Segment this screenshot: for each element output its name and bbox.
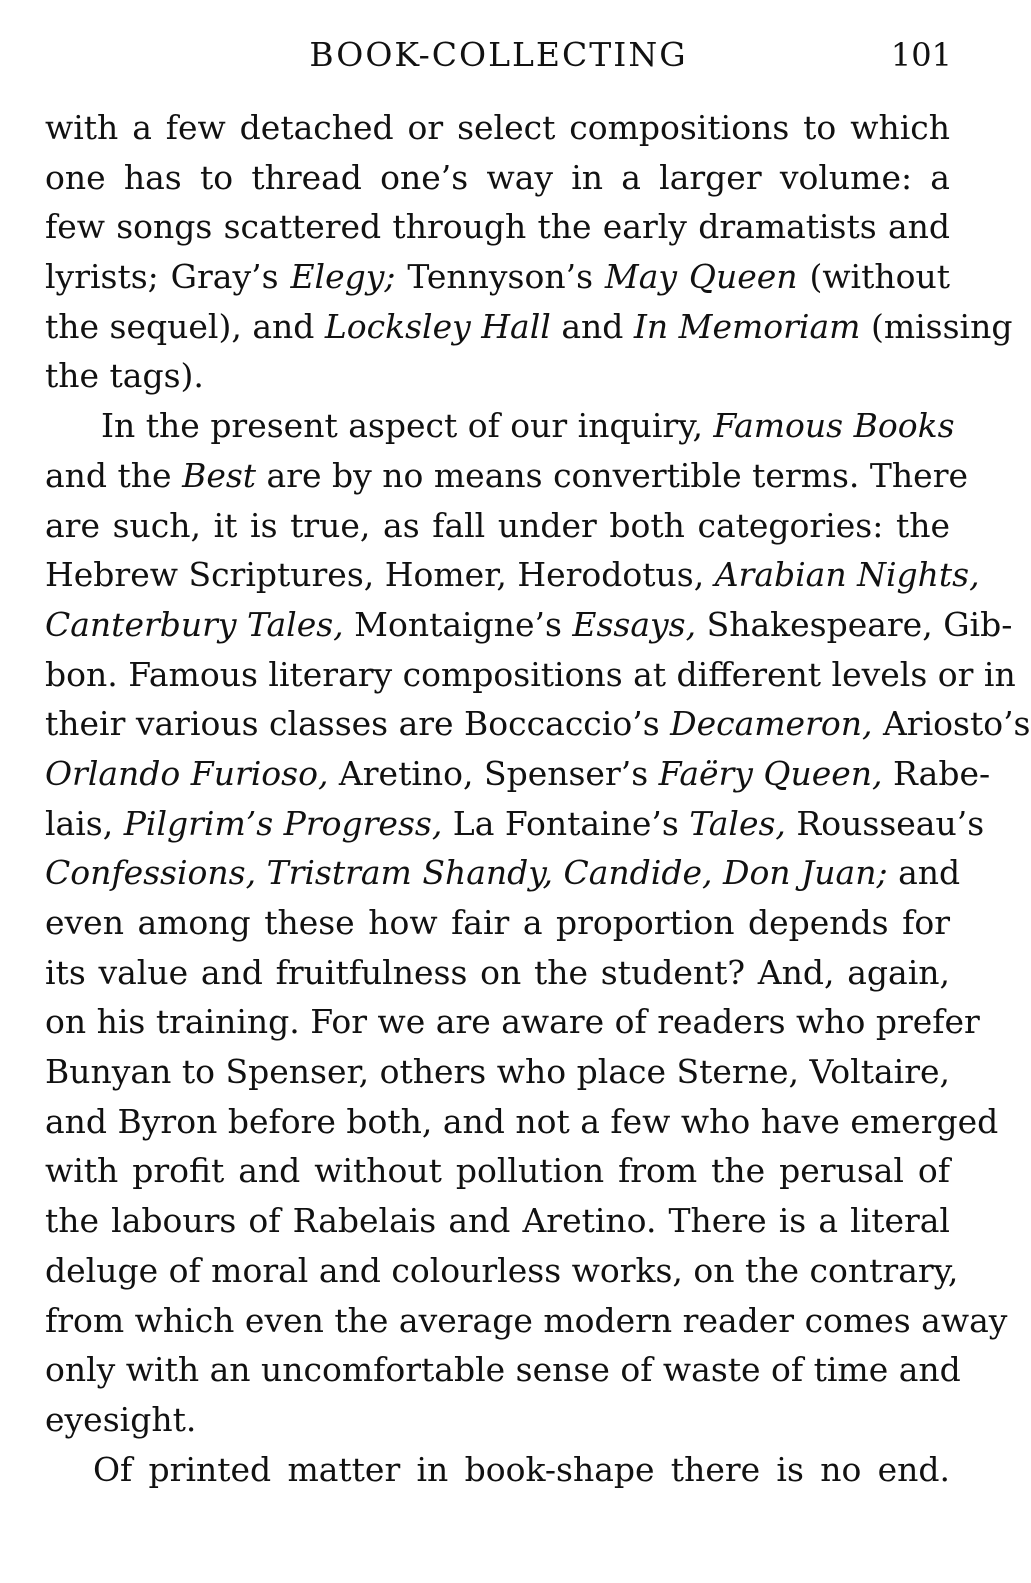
text-line xyxy=(45,1345,961,1395)
text-segment: the tags). xyxy=(45,356,204,396)
text-segment: few songs scattered through the early dramatists and xyxy=(45,207,950,247)
text-segment: In the present aspect of our inquiry, xyxy=(101,406,714,446)
text-line xyxy=(45,1246,959,1296)
text-line xyxy=(45,600,1013,650)
text-line xyxy=(45,401,955,451)
text-segment: only with an uncomfortable sense of waste of time and xyxy=(45,1350,961,1390)
italic-title: May Queen xyxy=(604,257,798,297)
text-line xyxy=(45,948,950,998)
text-segment: Hebrew Scriptures, Homer, Herodotus, xyxy=(45,555,715,595)
text-segment: (without xyxy=(797,257,951,297)
text-line xyxy=(45,351,950,401)
italic-title: Tales, xyxy=(689,803,786,843)
text-line xyxy=(45,848,961,898)
text-line xyxy=(45,650,1016,700)
text-line xyxy=(45,550,980,600)
italic-title: Arabian Nights, xyxy=(714,555,980,595)
text-segment: even among these how fair a proportion depends for xyxy=(45,903,950,942)
italic-title: Famous Books xyxy=(713,406,955,446)
text-line xyxy=(45,302,1013,352)
text-segment: and xyxy=(887,853,961,893)
text-segment: eyesight. xyxy=(45,1399,197,1439)
text-line xyxy=(45,1047,950,1097)
italic-title: In Memoriam xyxy=(633,306,861,346)
text-line xyxy=(45,749,991,799)
italic-title: Pilgrim’s Progress, xyxy=(123,803,443,843)
italic-title: Best xyxy=(182,455,257,495)
text-line xyxy=(45,699,1031,749)
text-line xyxy=(45,451,968,501)
italic-title: Locksley Hall xyxy=(324,306,551,346)
text-segment: deluge of moral and colourless works, on the contrary, xyxy=(45,1250,959,1290)
text-line xyxy=(45,202,950,252)
italic-title: Decameron, xyxy=(670,704,873,744)
text-segment: their various classes are Boccaccio’s xyxy=(45,704,671,744)
text-line xyxy=(45,1445,950,1495)
text-line xyxy=(45,898,950,948)
text-segment: lais, xyxy=(45,803,124,843)
text-line xyxy=(45,103,950,153)
text-segment: Montaigne’s xyxy=(343,604,573,644)
text-line xyxy=(45,1296,1008,1346)
italic-title: Faëry Queen, xyxy=(658,753,883,793)
text-segment: and the xyxy=(45,455,183,495)
text-line xyxy=(45,1196,950,1246)
text-segment: with a few detached or select compositions to which xyxy=(45,108,950,147)
page-number: 101 xyxy=(890,36,952,74)
running-title: BOOK-COLLECTING xyxy=(309,35,688,74)
text-segment: La Fontaine’s xyxy=(442,803,690,843)
text-segment: Aretino, Spenser’s xyxy=(328,753,659,793)
text-line xyxy=(45,1146,950,1196)
text-segment: the sequel), and xyxy=(45,306,325,346)
italic-title: Canterbury Tales, xyxy=(45,604,344,644)
text-segment: Shakespeare, Gib- xyxy=(696,604,1013,644)
text-line xyxy=(45,252,950,302)
text-segment: Of printed matter in book-shape there is no end. xyxy=(93,1449,950,1489)
text-segment: its value and fruitfulness on the student? And, again, xyxy=(45,952,950,992)
text-segment: with profit and without pollution from the perusal of xyxy=(45,1151,950,1191)
italic-title: Orlando Furioso, xyxy=(45,753,329,793)
text-line xyxy=(45,799,985,849)
text-line xyxy=(45,153,950,203)
text-segment: Bunyan to Spenser, others who place Sterne, Voltaire, xyxy=(45,1052,950,1092)
text-segment: Ariosto’s xyxy=(872,704,1031,744)
text-segment: one has to thread one’s way in a larger volume: a xyxy=(45,157,950,197)
text-segment: and Byron before both, and not a few who have emerged xyxy=(45,1101,999,1141)
text-segment: (missing xyxy=(860,306,1013,346)
text-segment: and xyxy=(550,306,634,346)
italic-title: Confessions, Tristram Shandy, Candide, Don Juan; xyxy=(45,853,888,893)
text-segment: from which even the average modern reader comes away xyxy=(45,1300,1008,1340)
text-segment: lyrists; Gray’s xyxy=(45,257,291,297)
italic-title: Elegy; xyxy=(290,257,396,297)
page-header xyxy=(45,30,952,80)
text-segment: Rabe- xyxy=(882,753,991,793)
text-segment: the labours of Rabelais and Aretino. There is a literal xyxy=(45,1201,950,1241)
text-segment: Rousseau’s xyxy=(785,803,985,843)
body-text xyxy=(45,103,1031,1494)
text-line xyxy=(45,1395,950,1445)
text-segment: on his training. For we are aware of readers who prefer xyxy=(45,1002,980,1042)
text-line xyxy=(45,997,980,1047)
text-segment: bon. Famous literary compositions at different levels or in xyxy=(45,654,1016,694)
text-line xyxy=(45,1097,999,1147)
italic-title: Essays, xyxy=(572,604,697,644)
text-segment: are by no means convertible terms. There xyxy=(256,455,968,495)
text-segment: are such, it is true, as fall under both categories: the xyxy=(45,505,950,545)
text-line xyxy=(45,501,950,551)
text-segment: Tennyson’s xyxy=(395,257,605,297)
